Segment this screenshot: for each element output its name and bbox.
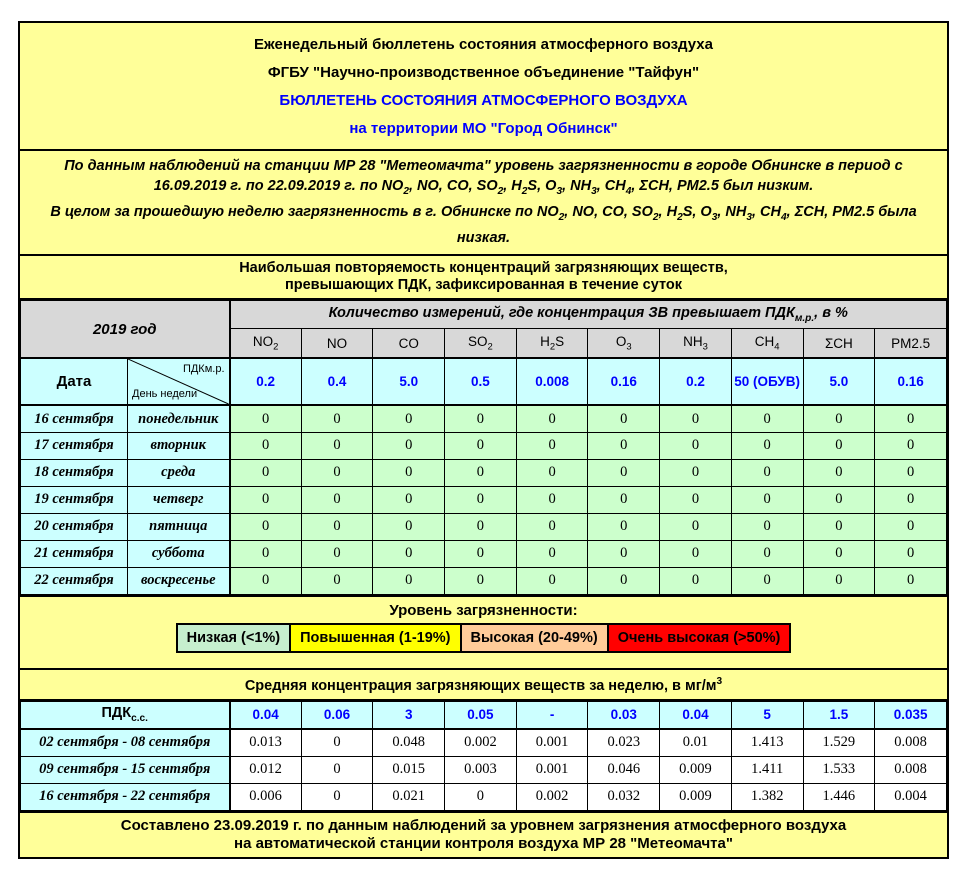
average-value-cell: 0.023 <box>588 729 660 756</box>
measurement-value-cell: 0 <box>660 513 732 540</box>
average-concentration-table <box>20 701 947 811</box>
measurement-value-cell: 0 <box>445 567 517 594</box>
measurement-value-cell: 0 <box>875 513 947 540</box>
table-row <box>21 567 947 594</box>
pdk-mr-value-cell: 50 (ОБУВ) <box>731 358 803 405</box>
diagonal-split-cell <box>128 358 230 405</box>
table-row <box>21 405 947 432</box>
measurement-value-cell: 0 <box>588 486 660 513</box>
pdk-mr-value-cell: 0.16 <box>588 358 660 405</box>
measurement-value-cell: 0 <box>230 513 302 540</box>
header-line-organization: ФГБУ "Научно-производственное объединение "Тайфун" <box>267 64 700 81</box>
measurement-value-cell: 0 <box>230 540 302 567</box>
weekday-cell: четверг <box>128 486 230 513</box>
average-value-cell: 0.008 <box>875 729 947 756</box>
week-period-cell: 09 сентября - 15 сентября <box>21 756 230 783</box>
summary-paragraph-1: По данным наблюдений на станции МР 28 "Метеомачта" уровень загрязненности в городе Обнинске в период с 16.09.2019 г. по 22.09.2019 г. по $NO_2$, NO, CO, $SO_2$, $H_2S$, $O_3$, $NH_3$, $CH_4$, ΣCH, PM2.5 был низким. <box>64 158 903 197</box>
measurement-value-cell: 0 <box>445 486 517 513</box>
measurement-value-cell: 0 <box>301 405 373 432</box>
average-table-container <box>18 699 949 813</box>
weekday-cell: воскресенье <box>128 567 230 594</box>
measurement-value-cell: 0 <box>445 405 517 432</box>
measurement-value-cell: 0 <box>588 459 660 486</box>
average-value-cell: 0.002 <box>445 729 517 756</box>
header-line-territory: на территории МО "Город Обнинск" <box>349 120 618 137</box>
measurement-value-cell: 0 <box>516 567 588 594</box>
measurement-value-cell: 0 <box>516 459 588 486</box>
pdk-mr-value-cell: 0.16 <box>875 358 947 405</box>
average-value-cell: 1.533 <box>803 756 875 783</box>
measurement-value-cell: 0 <box>230 459 302 486</box>
pollutant-header-cell: ΣCH <box>803 328 875 358</box>
pdk-ss-value-cell: 0.035 <box>875 701 947 729</box>
legend-item: Повышенная (1-19%) <box>289 623 461 653</box>
measurement-value-cell: 0 <box>301 540 373 567</box>
measurement-value-cell: 0 <box>373 432 445 459</box>
average-concentration-title <box>18 668 949 701</box>
table-row <box>21 783 947 810</box>
measurement-value-cell: 0 <box>301 486 373 513</box>
measurement-value-cell: 0 <box>516 540 588 567</box>
measurement-value-cell: 0 <box>230 567 302 594</box>
measurement-value-cell: 0 <box>875 405 947 432</box>
corner-label-weekday: День недели <box>132 388 198 401</box>
measurement-value-cell: 0 <box>803 405 875 432</box>
table-row <box>21 513 947 540</box>
weekday-cell: среда <box>128 459 230 486</box>
header-line-bulletin-title: БЮЛЛЕТЕНЬ СОСТОЯНИЯ АТМОСФЕРНОГО ВОЗДУХА <box>279 92 688 109</box>
measurement-value-cell: 0 <box>373 567 445 594</box>
footer-line-2: на автоматической станции контроля воздуха МР 28 "Метеомачта" <box>234 834 733 852</box>
exceedance-table <box>20 300 947 595</box>
header-line-weekly: Еженедельный бюллетень состояния атмосферного воздуха <box>254 36 713 53</box>
measurements-header-cell: Количество измерений, где концентрация ЗВ превышает $ПДК_{м.р.}$, в % <box>230 300 947 328</box>
table-row <box>21 729 947 756</box>
pdk-ss-value-cell: 0.06 <box>301 701 373 729</box>
measurement-value-cell: 0 <box>660 540 732 567</box>
measurement-value-cell: 0 <box>588 432 660 459</box>
average-value-cell: 0.006 <box>230 783 302 810</box>
pdk-ss-row <box>21 701 947 729</box>
date-cell: 20 сентября <box>21 513 128 540</box>
measurement-value-cell: 0 <box>516 432 588 459</box>
average-value-cell: 0.013 <box>230 729 302 756</box>
document-footer <box>18 811 949 859</box>
pollutant-header-cell: $NO_2$ <box>230 328 302 358</box>
measurement-value-cell: 0 <box>875 459 947 486</box>
table-row <box>21 540 947 567</box>
weekday-cell: понедельник <box>128 405 230 432</box>
average-value-cell: 1.382 <box>731 783 803 810</box>
measurement-value-cell: 0 <box>731 432 803 459</box>
pollutant-header-cell: $CH_4$ <box>731 328 803 358</box>
year-cell: 2019 год <box>21 300 230 358</box>
measurement-value-cell: 0 <box>516 405 588 432</box>
measurement-value-cell: 0 <box>373 486 445 513</box>
average-value-cell: 0.015 <box>373 756 445 783</box>
measurement-value-cell: 0 <box>660 405 732 432</box>
pollutant-header-cell: $O_3$ <box>588 328 660 358</box>
average-value-cell: 0.002 <box>516 783 588 810</box>
measurement-value-cell: 0 <box>875 540 947 567</box>
pdk-mr-value-cell: 0.5 <box>445 358 517 405</box>
pdk-ss-value-cell: 1.5 <box>803 701 875 729</box>
summary-statements <box>18 149 949 256</box>
exceedance-title-line-1: Наибольшая повторяемость концентраций загрязняющих веществ, <box>239 259 728 276</box>
pdk-ss-value-cell: 0.04 <box>230 701 302 729</box>
measurement-value-cell: 0 <box>445 540 517 567</box>
week-period-cell: 16 сентября - 22 сентября <box>21 783 230 810</box>
average-value-cell: 0.012 <box>230 756 302 783</box>
measurement-value-cell: 0 <box>731 567 803 594</box>
measurement-value-cell: 0 <box>731 540 803 567</box>
measurement-value-cell: 0 <box>731 486 803 513</box>
pollution-level-legend <box>18 595 949 670</box>
measurement-value-cell: 0 <box>660 459 732 486</box>
average-value-cell: 0 <box>445 783 517 810</box>
pdk-ss-value-cell: - <box>516 701 588 729</box>
pollutant-header-cell: $SO_2$ <box>445 328 517 358</box>
summary-paragraph-2: В целом за прошедшую неделю загрязненность в г. Обнинске по $NO_2$, NO, CO, $SO_2$, $H_2S$, $O_3$, $NH_3$, $CH_4$, ΣCH, PM2.5 была низкая. <box>50 203 917 246</box>
average-value-cell: 0 <box>301 783 373 810</box>
measurement-value-cell: 0 <box>516 486 588 513</box>
exceedance-table-container <box>18 298 949 597</box>
measurement-value-cell: 0 <box>301 432 373 459</box>
date-cell: 17 сентября <box>21 432 128 459</box>
measurement-value-cell: 0 <box>803 486 875 513</box>
measurement-value-cell: 0 <box>516 513 588 540</box>
average-value-cell: 0.008 <box>875 756 947 783</box>
pdk-mr-value-cell: 0.4 <box>301 358 373 405</box>
measurement-value-cell: 0 <box>588 513 660 540</box>
average-value-cell: 0 <box>301 729 373 756</box>
date-column-label: Дата <box>21 358 128 405</box>
average-value-cell: 1.411 <box>731 756 803 783</box>
measurement-value-cell: 0 <box>301 567 373 594</box>
average-value-cell: 0.001 <box>516 729 588 756</box>
measurement-value-cell: 0 <box>660 432 732 459</box>
average-value-cell: 0.048 <box>373 729 445 756</box>
measurement-value-cell: 0 <box>373 405 445 432</box>
measurement-value-cell: 0 <box>588 567 660 594</box>
measurement-value-cell: 0 <box>803 540 875 567</box>
corner-label-pdk: ПДКм.р. <box>182 363 225 376</box>
average-value-cell: 0.001 <box>516 756 588 783</box>
average-value-cell: 0.004 <box>875 783 947 810</box>
measurement-value-cell: 0 <box>803 513 875 540</box>
document-header <box>18 21 949 151</box>
measurement-value-cell: 0 <box>875 432 947 459</box>
measurement-value-cell: 0 <box>660 486 732 513</box>
pollutant-header-cell: $H_2S$ <box>516 328 588 358</box>
pdk-mr-value-cell: 0.008 <box>516 358 588 405</box>
measurement-value-cell: 0 <box>445 459 517 486</box>
average-value-cell: 1.446 <box>803 783 875 810</box>
average-value-cell: 0 <box>301 756 373 783</box>
exceedance-table-title <box>18 254 949 300</box>
table-row <box>21 459 947 486</box>
measurement-value-cell: 0 <box>803 459 875 486</box>
pdk-mr-value-cell: 0.2 <box>230 358 302 405</box>
measurement-value-cell: 0 <box>445 432 517 459</box>
measurement-value-cell: 0 <box>445 513 517 540</box>
measurement-value-cell: 0 <box>875 567 947 594</box>
average-title-text: Средняя концентрация загрязняющих веществ за неделю, в $мг/м^3$ <box>244 675 723 694</box>
weekday-cell: суббота <box>128 540 230 567</box>
exceedance-title-line-2: превышающих ПДК, зафиксированная в течение суток <box>284 276 683 293</box>
week-period-cell: 02 сентября - 08 сентября <box>21 729 230 756</box>
pdk-ss-value-cell: 0.03 <box>588 701 660 729</box>
legend-item: Очень высокая (>50%) <box>607 623 792 653</box>
date-cell: 18 сентября <box>21 459 128 486</box>
pollutant-header-cell: PM2.5 <box>875 328 947 358</box>
measurement-value-cell: 0 <box>301 459 373 486</box>
pdk-ss-value-cell: 5 <box>731 701 803 729</box>
date-cell: 22 сентября <box>21 567 128 594</box>
measurement-value-cell: 0 <box>660 567 732 594</box>
pdk-ss-value-cell: 0.05 <box>445 701 517 729</box>
average-value-cell: 0.046 <box>588 756 660 783</box>
footer-line-1: Составлено 23.09.2019 г. по данным наблюдений за уровнем загрязнения атмосферного воздуха <box>120 816 847 834</box>
average-value-cell: 0.01 <box>660 729 732 756</box>
weekday-cell: пятница <box>128 513 230 540</box>
measurement-value-cell: 0 <box>230 405 302 432</box>
legend-item: Высокая (20-49%) <box>460 623 609 653</box>
measurement-value-cell: 0 <box>373 459 445 486</box>
table-row <box>21 486 947 513</box>
table-row <box>21 432 947 459</box>
measurement-value-cell: 0 <box>373 540 445 567</box>
pdk-mr-value-cell: 5.0 <box>803 358 875 405</box>
table-row <box>21 756 947 783</box>
pdk-ss-value-cell: 3 <box>373 701 445 729</box>
average-value-cell: 0.009 <box>660 756 732 783</box>
measurement-value-cell: 0 <box>731 459 803 486</box>
legend-row <box>20 623 947 653</box>
measurement-value-cell: 0 <box>230 432 302 459</box>
date-cell: 19 сентября <box>21 486 128 513</box>
pdk-mr-value-cell: 0.2 <box>660 358 732 405</box>
date-cell: 21 сентября <box>21 540 128 567</box>
average-value-cell: 1.413 <box>731 729 803 756</box>
pollutant-header-cell: CO <box>373 328 445 358</box>
pdk-mr-row <box>21 358 947 405</box>
pollutant-header-cell: NO <box>301 328 373 358</box>
legend-item: Низкая (<1%) <box>176 623 292 653</box>
pdk-ss-label: $ПДК_{с.с.}$ <box>21 701 230 729</box>
measurement-value-cell: 0 <box>588 540 660 567</box>
measurement-value-cell: 0 <box>875 486 947 513</box>
measurement-value-cell: 0 <box>731 405 803 432</box>
average-value-cell: 1.529 <box>803 729 875 756</box>
bulletin-document <box>18 21 949 859</box>
table-header-row-1 <box>21 300 947 328</box>
date-cell: 16 сентября <box>21 405 128 432</box>
average-value-cell: 0.003 <box>445 756 517 783</box>
pollutant-header-cell: $NH_3$ <box>660 328 732 358</box>
measurement-value-cell: 0 <box>731 513 803 540</box>
average-value-cell: 0.009 <box>660 783 732 810</box>
measurement-value-cell: 0 <box>373 513 445 540</box>
weekday-cell: вторник <box>128 432 230 459</box>
legend-title: Уровень загрязненности: <box>389 601 578 619</box>
measurement-value-cell: 0 <box>588 405 660 432</box>
measurement-value-cell: 0 <box>803 432 875 459</box>
pdk-ss-value-cell: 0.04 <box>660 701 732 729</box>
measurement-value-cell: 0 <box>230 486 302 513</box>
pdk-mr-value-cell: 5.0 <box>373 358 445 405</box>
measurement-value-cell: 0 <box>301 513 373 540</box>
average-value-cell: 0.032 <box>588 783 660 810</box>
average-value-cell: 0.021 <box>373 783 445 810</box>
measurement-value-cell: 0 <box>803 567 875 594</box>
